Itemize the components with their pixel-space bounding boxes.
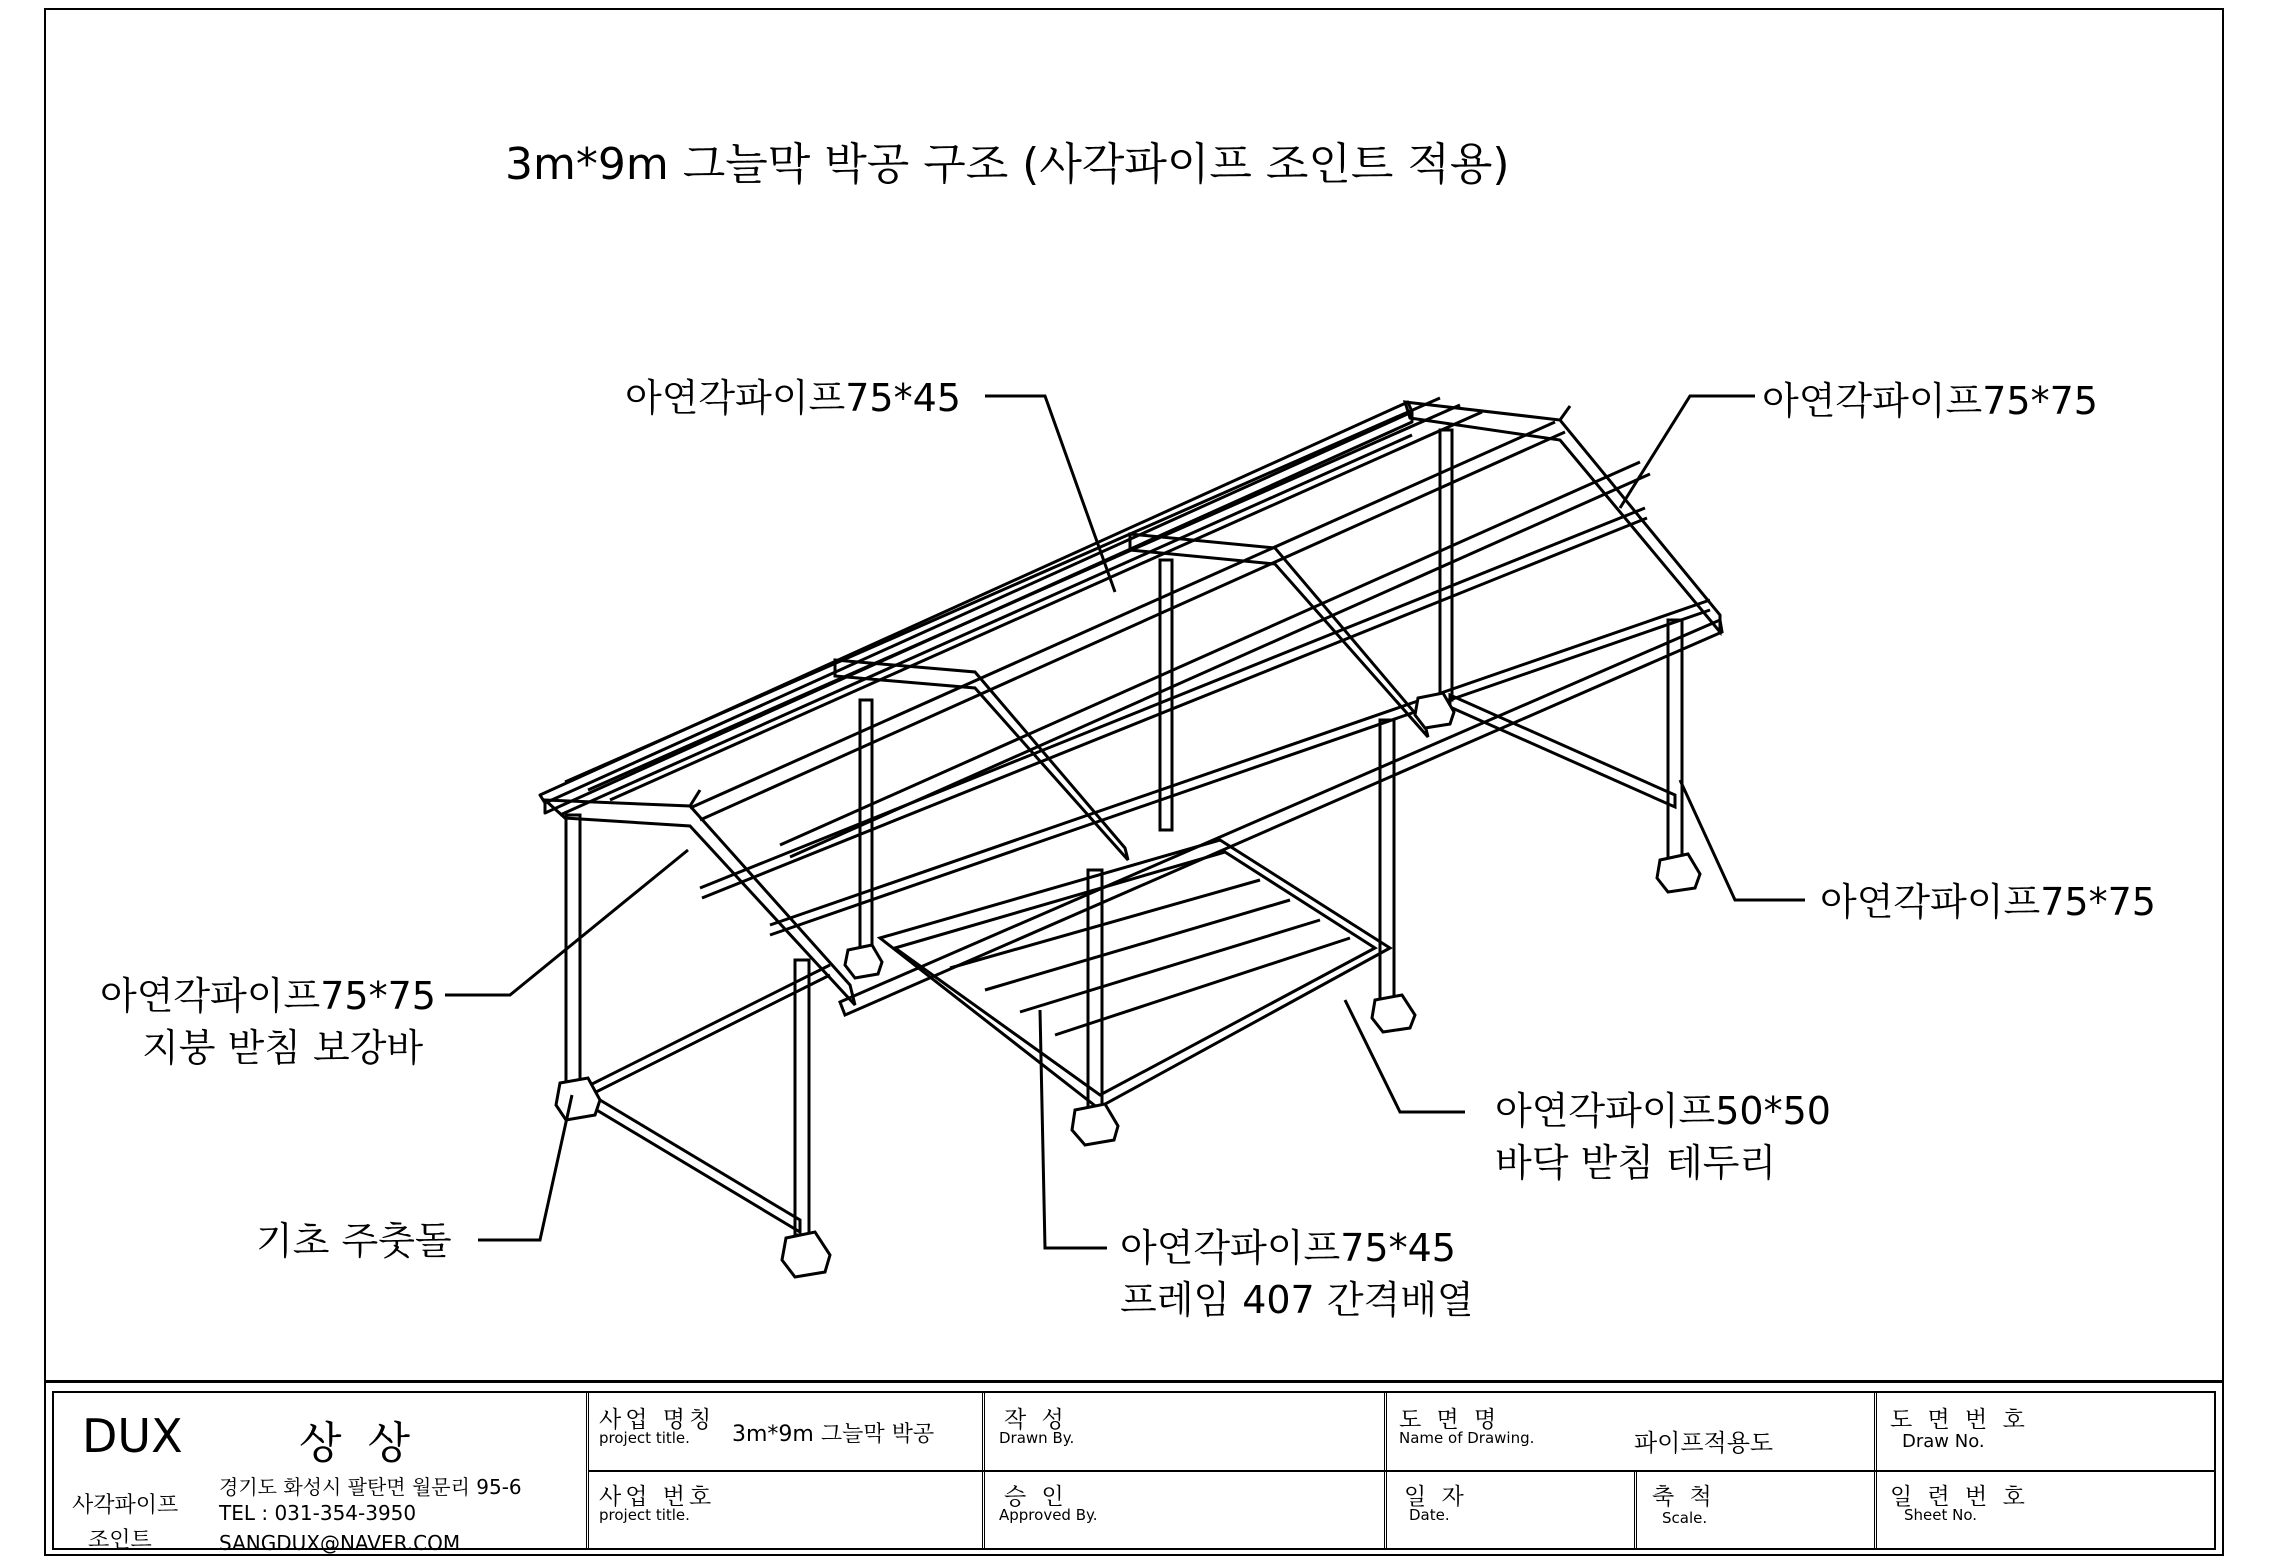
title-block-col-divider [1874, 1393, 1877, 1548]
label-roof-support-desc: 지붕 받침 보강바 [142, 1026, 424, 1070]
label-frame-spacing [1120, 1222, 1474, 1326]
label-floor-pipe: 아연각파이프50*50 [1495, 1089, 1831, 1133]
approved-by-label: 승 인 [1004, 1484, 1068, 1510]
company-name-kr: 상 상 [299, 1418, 416, 1469]
label-roof-pipe-75x45: 아연각파이프75*45 [625, 376, 961, 420]
title-block-col-divider [982, 1393, 985, 1548]
date-label: 일 자 [1404, 1484, 1468, 1510]
drawn-by-label-en: Drawn By. [999, 1429, 1075, 1447]
title-block-col-divider [1384, 1393, 1387, 1548]
project-name-label: 사업 명칭 [599, 1407, 716, 1433]
label-roof-support-pipe: 아연각파이프75*75 [100, 974, 436, 1018]
label-frame-desc: 프레임 407 간격배열 [1120, 1278, 1474, 1322]
label-roof-support-bar [100, 970, 436, 1074]
scale-label-en: Scale. [1662, 1509, 1708, 1527]
company-email: SANGDUX@NAVER.COM [219, 1531, 461, 1555]
label-floor-edge [1495, 1085, 1831, 1189]
label-column-pipe-75x75: 아연각파이프75*75 [1820, 880, 2156, 924]
drawing-name-label-en: Name of Drawing. [1399, 1429, 1535, 1447]
draw-no-label-en: Draw No. [1902, 1431, 1985, 1452]
project-name-label-en: project title. [599, 1429, 690, 1447]
company-address: 경기도 화성시 팔탄면 월문리 95-6 [219, 1475, 522, 1499]
roof-ridge-beams [540, 398, 1650, 857]
title-block-frame [52, 1391, 2216, 1555]
project-name-value: 3m*9m 그늘막 박공 [732, 1422, 935, 1447]
company-logo-text: DUX [82, 1409, 183, 1463]
drawn-by-label: 작 성 [1004, 1407, 1068, 1433]
company-tel: TEL : 031-354-3950 [219, 1501, 417, 1525]
title-block-col-divider [586, 1393, 589, 1548]
drawing-name-label: 도 면 명 [1399, 1407, 1501, 1433]
approved-by-label-en: Approved By. [999, 1506, 1098, 1524]
draw-no-label: 도 면 번 호 [1890, 1407, 2029, 1433]
label-ridge-pipe-75x75: 아연각파이프75*75 [1762, 379, 2098, 423]
product-line-1: 사각파이프 [72, 1493, 179, 1518]
scale-label: 축 척 [1652, 1484, 1716, 1510]
title-block [44, 1380, 2224, 1556]
label-footing-stone: 기초 주춧돌 [256, 1219, 452, 1263]
drawing-name-value: 파이프적용도 [1634, 1429, 1774, 1457]
project-no-label: 사업 번호 [599, 1484, 716, 1510]
sheet-no-label: 일 련 번 호 [1890, 1484, 2029, 1510]
label-frame-pipe: 아연각파이프75*45 [1120, 1226, 1456, 1270]
project-no-label-en: project title. [599, 1506, 690, 1524]
label-floor-desc: 바닥 받침 테두리 [1495, 1141, 1777, 1185]
drawing-title: 3m*9m 그늘막 박공 구조 (사각파이프 조인트 적용) [505, 139, 1510, 190]
title-block-col-divider [1634, 1470, 1637, 1548]
sheet-no-label-en: Sheet No. [1904, 1506, 1978, 1524]
product-line-2: 조인트 [88, 1528, 152, 1553]
date-label-en: Date. [1409, 1506, 1450, 1524]
title-block-row-divider [589, 1470, 2214, 1472]
